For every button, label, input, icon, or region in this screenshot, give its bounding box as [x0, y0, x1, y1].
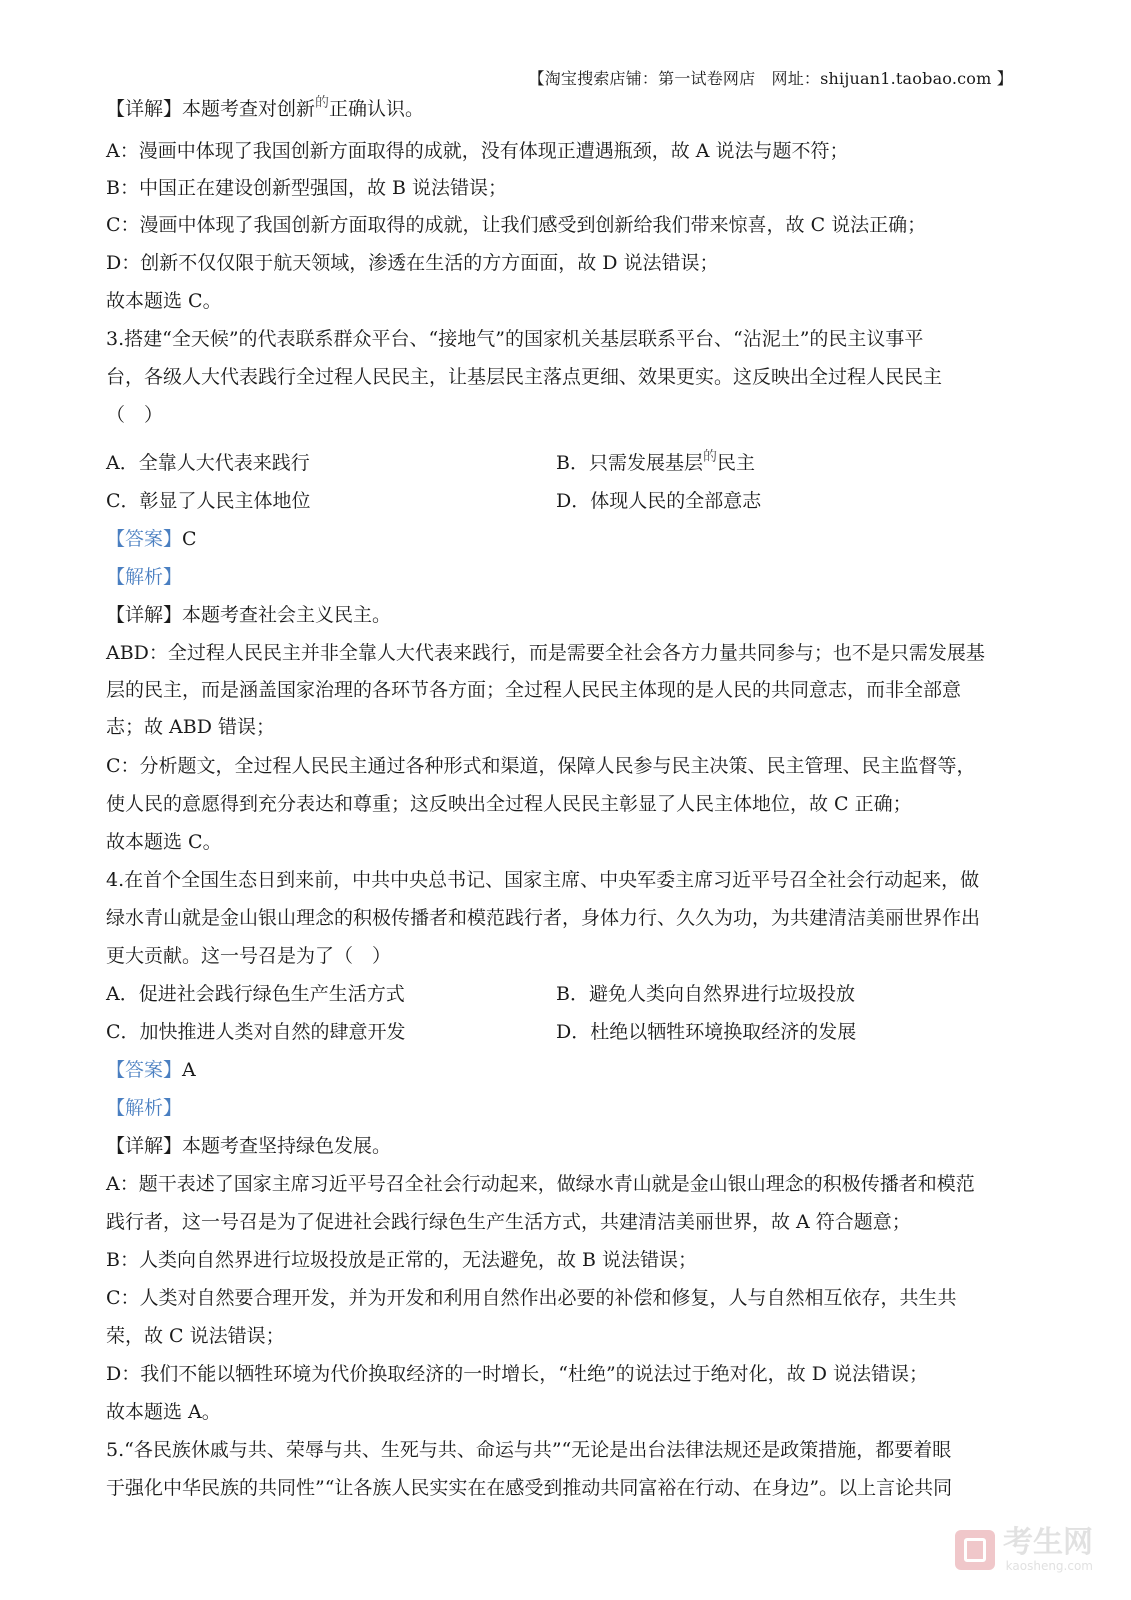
q3-detail: 【详解】本题考查社会主义民主。 — [106, 604, 392, 626]
q3-answer-value: C — [182, 528, 197, 550]
q4-line-5: 荣，故 C 说法错误； — [106, 1325, 285, 1347]
q3-option-a: A．全靠人大代表来践行 — [106, 452, 310, 474]
q5-stem-line-1: 5.“各民族休戚与共、荣辱与共、生死与共、命运与共”“无论是出台法律法规还是政策措施，都要着眼 — [106, 1439, 952, 1461]
q2-detail-suffix: 正确认识。 — [329, 98, 425, 120]
q3-line-1: ABD：全过程人民民主并非全靠人大代表来践行，而是需要全社会各方力量共同参与；也不是只需发展基 — [106, 642, 985, 664]
q4-option-a: A．促进社会践行绿色生产生活方式 — [106, 983, 405, 1005]
q4-stem-line-3: 更大贡献。这一号召是为了（ ） — [106, 945, 392, 967]
q2-detail — [106, 96, 1013, 124]
q3-stem-line-3: （ ） — [106, 404, 164, 426]
q3-option-b-mark: 的 — [702, 449, 717, 465]
watermark-title: 考生网 — [1003, 1525, 1093, 1560]
q4-option-b: B．避免人类向自然界进行垃圾投放 — [556, 983, 855, 1005]
q3-line-5: 使人民的意愿得到充分表达和尊重；这反映出全过程人民民主彰显了人民主体地位，故 C 正确； — [106, 793, 912, 815]
q2-line-d: D：创新不仅仅限于航天领域，渗透在生活的方方面面，故 D 说法错误； — [106, 252, 719, 274]
page-header: 【淘宝搜索店铺：第一试卷网店 网址：shijuan1.taobao.com 】 — [528, 69, 1013, 88]
q3-option-c: C．彰显了人民主体地位 — [106, 490, 311, 512]
q3-option-d: D．体现人民的全部意志 — [556, 490, 762, 512]
q4-stem-line-2: 绿水青山就是金山银山理念的积极传播者和模范践行者，身体力行、久久为功，为共建清洁美丽世界作出 — [106, 907, 981, 929]
q2-detail-mark: 的 — [315, 95, 330, 111]
q3-line-4: C：分析题文，全过程人民民主通过各种形式和渠道，保障人民参与民主决策、民主管理、民主监督等， — [106, 755, 976, 777]
q4-line-6: D：我们不能以牺牲环境为代价换取经济的一时增长，“杜绝”的说法过于绝对化，故 D 说法错误； — [106, 1363, 928, 1385]
q2-detail-prefix: 【详解】本题考查对创新 — [106, 98, 316, 120]
q2-line-c: C：漫画中体现了我国创新方面取得的成就，让我们感受到创新给我们带来惊喜，故 C 说法正确； — [106, 214, 927, 236]
q3-stem-line-2: 台，各级人大代表践行全过程人民民主，让基层民主落点更细、效果更实。这反映出全过程人民民主 — [106, 366, 943, 388]
q4-analysis-tag: 【解析】 — [106, 1097, 183, 1119]
q4-answer-tag: 【答案】 — [106, 1059, 183, 1081]
q3-answer-tag: 【答案】 — [106, 528, 183, 550]
q4-answer — [106, 1057, 1013, 1083]
q3-option-b-suffix: 民主 — [716, 452, 755, 474]
q3-line-3: 志；故 ABD 错误； — [106, 716, 275, 738]
q4-detail: 【详解】本题考查坚持绿色发展。 — [106, 1135, 392, 1157]
q4-conclusion: 故本题选 A。 — [106, 1401, 221, 1423]
q3-line-2: 层的民主，而是涵盖国家治理的各环节各方面；全过程人民民主体现的是人民的共同意志，而非全部意 — [106, 679, 962, 701]
q3-conclusion: 故本题选 C。 — [106, 831, 222, 853]
q4-line-2: 践行者，这一号召是为了促进社会践行绿色生产生活方式，共建清洁美丽世界，故 A 符合题意； — [106, 1211, 911, 1233]
q4-answer-value: A — [182, 1059, 196, 1081]
q4-option-d: D．杜绝以牺牲环境换取经济的发展 — [556, 1021, 857, 1043]
site-watermark — [955, 1525, 1093, 1573]
q4-option-c: C．加快推进人类对自然的肆意开发 — [106, 1021, 406, 1043]
q3-stem-line-1: 3.搭建“全天候”的代表联系群众平台、“接地气”的国家机关基层联系平台、“沾泥土”的民主议事平 — [106, 328, 924, 350]
watermark-url: kaosheng.com — [1005, 1559, 1093, 1573]
q2-line-b: B：中国正在建设创新型强国，故 B 说法错误； — [106, 177, 508, 199]
q3-analysis-tag: 【解析】 — [106, 566, 183, 588]
q2-line-a: A：漫画中体现了我国创新方面取得的成就，没有体现正遭遇瓶颈，故 A 说法与题不符； — [106, 140, 849, 162]
q5-stem-line-2: 于强化中华民族的共同性”“让各族人民实实在在感受到推动共同富裕在行动、在身边”。以上言论共同 — [106, 1477, 953, 1499]
q4-stem-line-1: 4.在首个全国生态日到来前，中共中央总书记、国家主席、中央军委主席习近平号召全社会行动起来，做 — [106, 869, 980, 891]
q3-option-b — [556, 450, 755, 478]
q4-line-4: C：人类对自然要合理开发，并为开发和利用自然作出必要的补偿和修复，人与自然相互依存，共生共 — [106, 1287, 957, 1309]
q4-line-1: A：题干表述了国家主席习近平号召全社会行动起来，做绿水青山就是金山银山理念的积极传播者和模范 — [106, 1173, 975, 1195]
q4-line-3: B：人类向自然界进行垃圾投放是正常的，无法避免，故 B 说法错误； — [106, 1249, 698, 1271]
q3-answer — [106, 526, 1013, 552]
watermark-logo-icon — [955, 1530, 995, 1570]
q2-conclusion: 故本题选 C。 — [106, 290, 222, 312]
q3-option-b-prefix: B．只需发展基层 — [556, 452, 703, 474]
